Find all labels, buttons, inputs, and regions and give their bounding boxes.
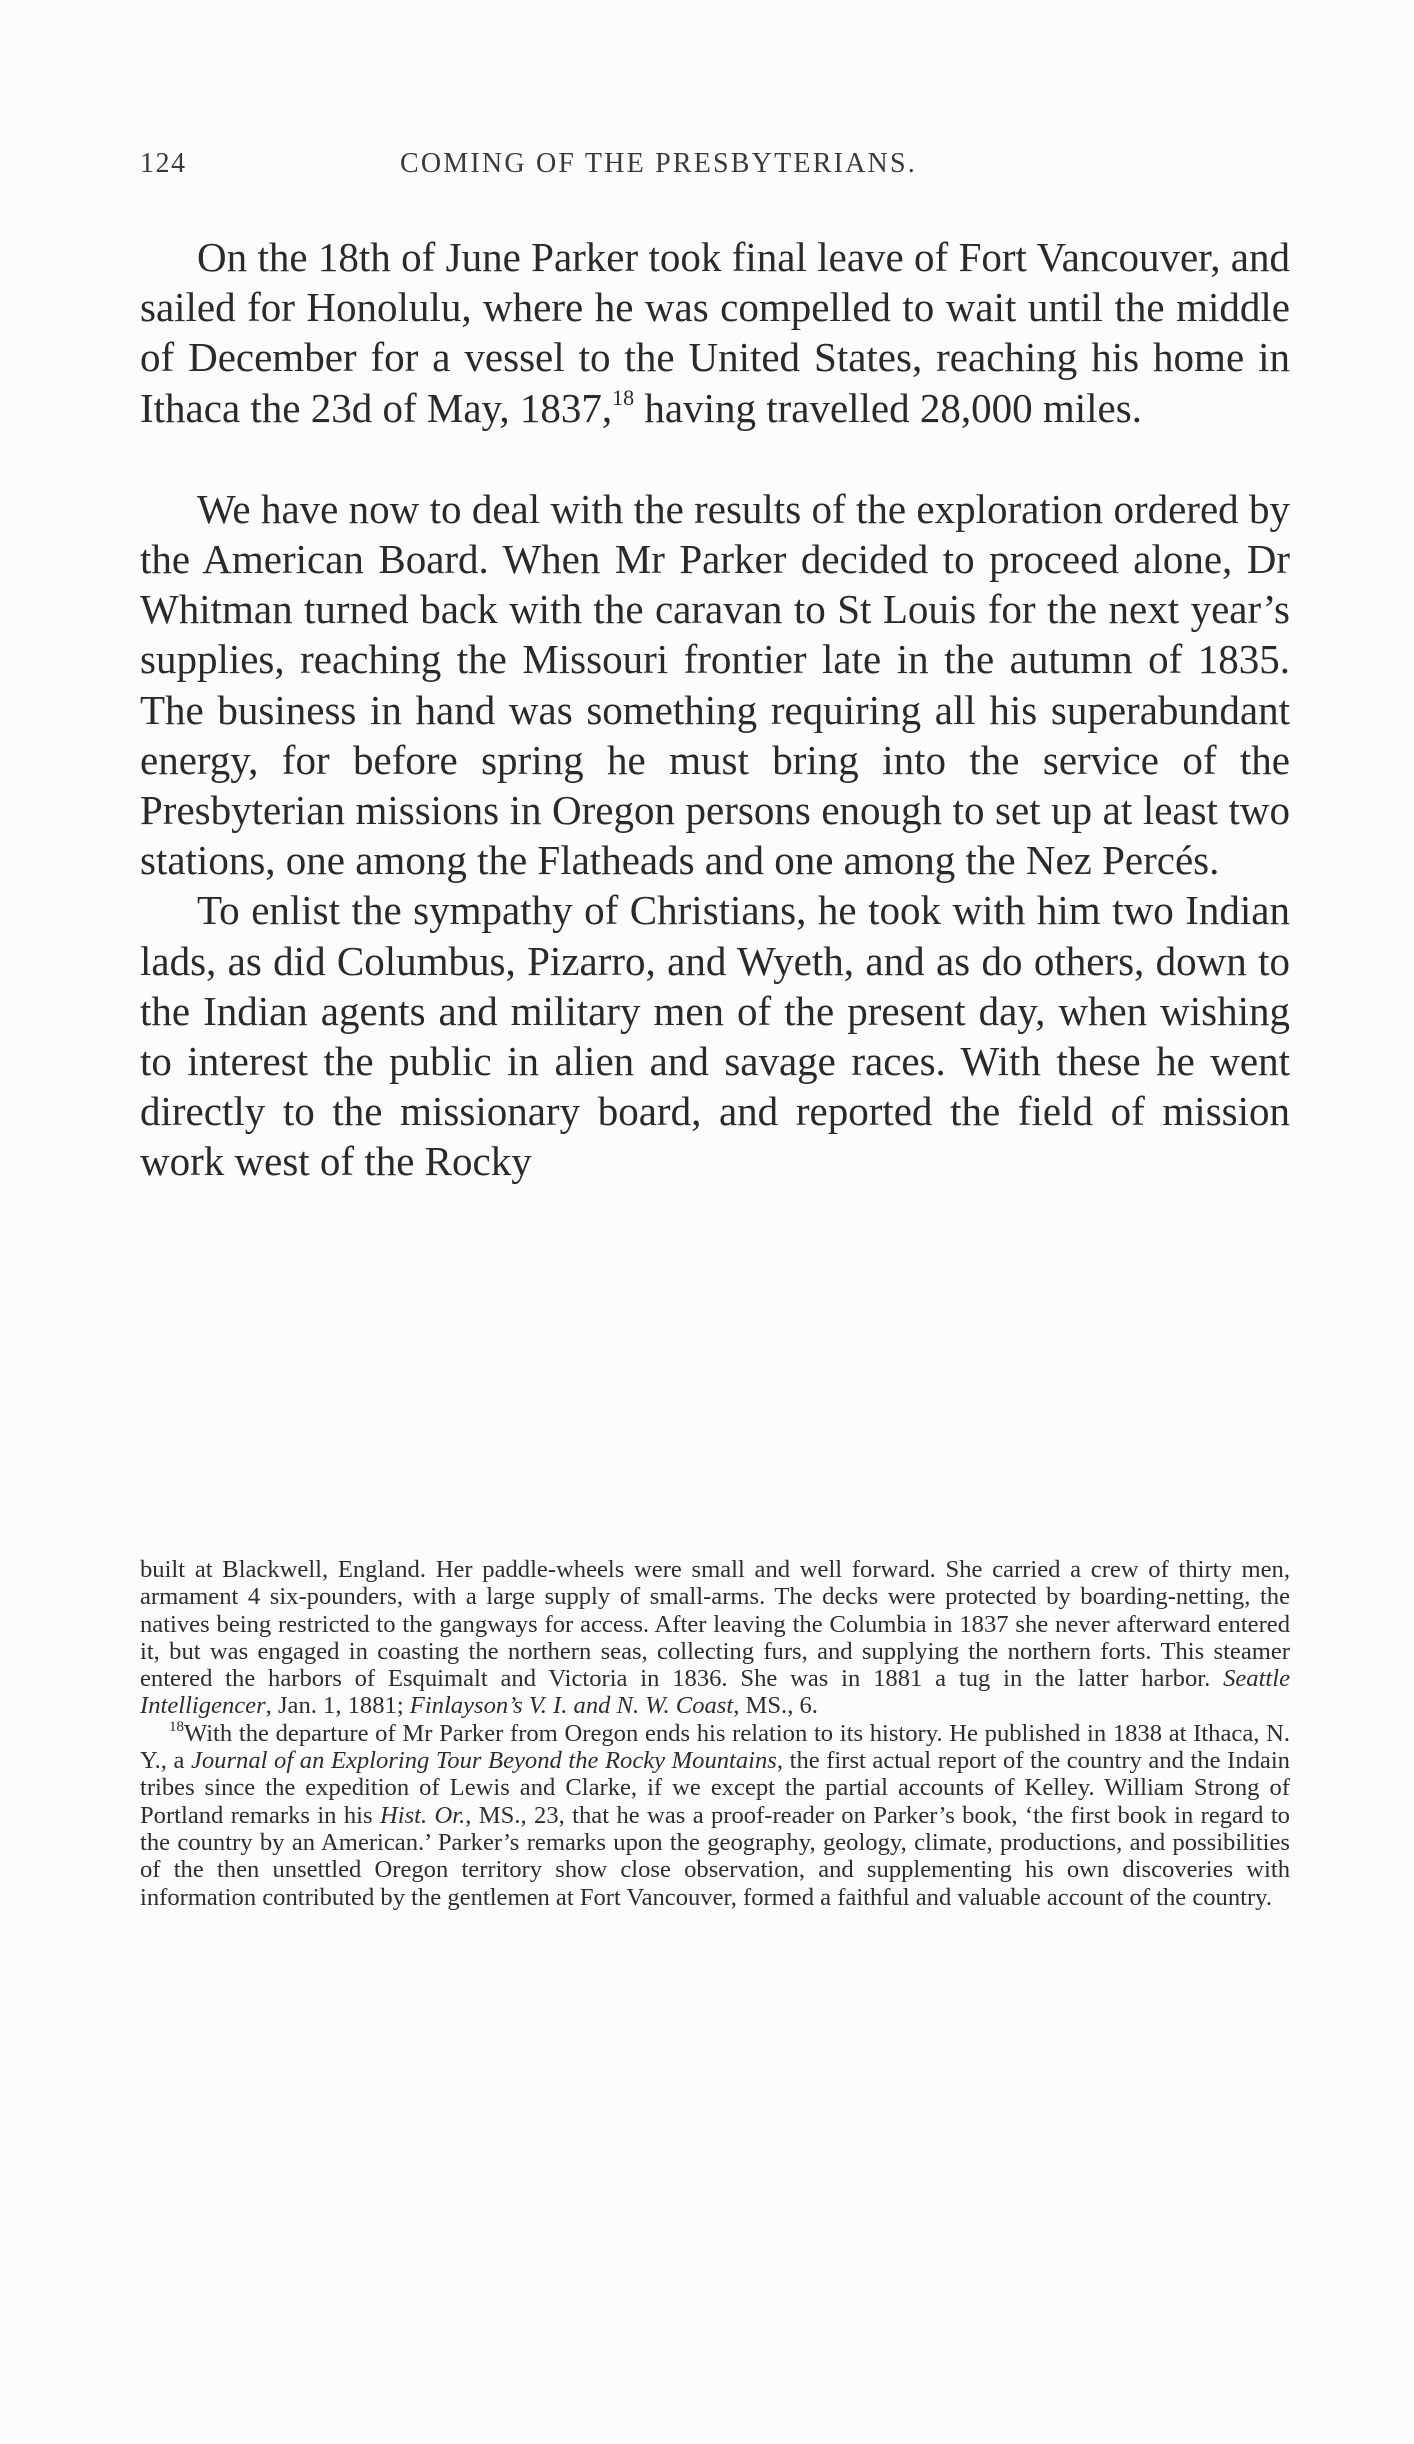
footnote-number: 18 xyxy=(169,1718,184,1735)
paragraph-text: On the 18th of June Parker took final leave of Fort Vancouver, and sailed for Honolulu, where he was compelled to wait until the middle of December for a vessel to the United States, reaching his home in Ithaca the 23d of May, 1837, xyxy=(140,234,1290,431)
footnote-text: , MS., 23, that he was a proof-reader on Parker’s book, ‘the first book in regard to the country by an American.’ Parker’s remarks upon the geography, geology, climate, productions, and possibilities of the then unsettled Oregon territory show close observation, and supplementing his own discoveries with information contributed by the gentlemen at Fort Vancouver, formed a faithful and valuable account of the country. xyxy=(140,1801,1290,1911)
footnote-citation: Finlayson’s V. I. and N. W. Coast xyxy=(409,1692,734,1720)
paragraph-text: having travelled 28,000 miles. xyxy=(634,384,1142,431)
footnote-text: , Jan. 1, 1881; xyxy=(265,1692,410,1720)
footnote-ref-18: 18 xyxy=(612,384,635,410)
footnote-text: , MS., 6. xyxy=(733,1692,818,1720)
paragraph-parker-departure xyxy=(140,232,1290,433)
running-title: COMING OF THE PRESBYTERIANS. xyxy=(400,148,917,179)
main-text xyxy=(140,232,1290,1187)
footnote-18 xyxy=(140,1720,1290,1911)
running-header xyxy=(140,148,1300,188)
page-number: 124 xyxy=(140,148,187,179)
footnotes xyxy=(140,1556,1290,1911)
paragraph-exploration-results: We have now to deal with the results of the exploration ordered by the American Board. When Mr Parker decided to proceed alone, Dr Whitman turned back with the caravan to St Louis for the next year’s supplies, reaching the Missouri frontier late in the autumn of 1835. The business in hand was something requiring all his superabundant energy, for before spring he must bring into the service of the Presbyterian missions in Oregon persons enough to set up at least two stations, one among the Flatheads and one among the Nez Percés. xyxy=(140,485,1290,884)
footnote-citation: Hist. Or. xyxy=(379,1801,466,1829)
footnote-text: With the departure of Mr Parker from Oregon ends his relation to its history. He published in 1838 at Ithaca, N. Y., a xyxy=(140,1719,1290,1775)
footnote-citation: Seattle Intelligencer xyxy=(140,1665,1290,1720)
footnote-text: built at Blackwell, England. Her paddle-wheels were small and well forward. She carried a crew of thirty men, armament 4 six-pounders, with a large supply of small-arms. The decks were protected by boarding-netting, the natives being restricted to the gangways for access. After leaving the Columbia in 1837 she never afterward entered it, but was engaged in coasting the northern seas, collecting furs, and supplying the northern forts. This steamer entered the harbors of Esquimalt and Victoria in 1836. She was in 1881 a tug in the latter harbor. xyxy=(140,1556,1290,1693)
footnote-citation: Journal of an Exploring Tour Beyond the Rocky Mountains xyxy=(190,1747,777,1775)
paragraph-indian-lads: To enlist the sympathy of Christians, he took with him two Indian lads, as did Columbus, Pizarro, and Wyeth, and as do others, down to the Indian agents and military men of the present day, when wishing to interest the public in alien and savage races. With these he went directly to the missionary board, and reported the field of mission work west of the Rocky xyxy=(140,887,1290,1185)
footnote-continued xyxy=(140,1556,1290,1720)
footnote-text: , the first actual report of the country and the Indain tribes since the expedition of Lewis and Clarke, if we except the partial accounts of Kelley. William Strong of Portland remarks in his xyxy=(140,1747,1290,1829)
